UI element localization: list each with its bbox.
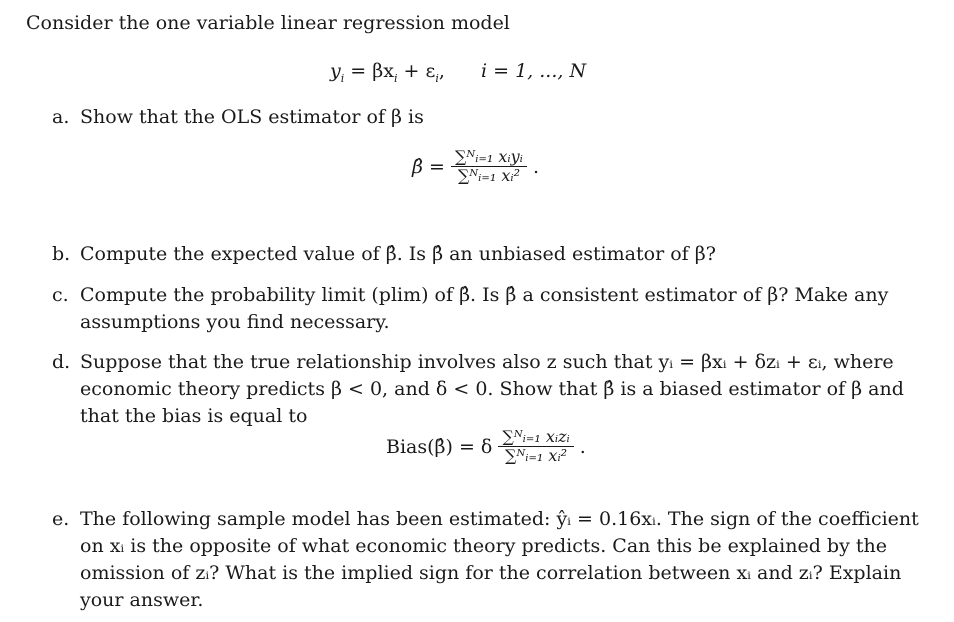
model-rhs-tail: + ε xyxy=(397,60,436,82)
intro-text: Consider the one variable linear regression model xyxy=(26,12,510,34)
bias-end: . xyxy=(579,435,586,458)
ols-lhs: β̂ = xyxy=(412,155,445,178)
model-comma: , xyxy=(438,60,445,82)
model-range: i = 1, ..., N xyxy=(481,60,587,82)
part-a-text: Show that the OLS estimator of β is xyxy=(80,106,424,128)
part-e-line1: The following sample model has been estimated: ŷᵢ = 0.16xᵢ. The sign of the coefficient xyxy=(80,508,919,530)
model-lhs-sub: i xyxy=(340,71,345,85)
part-d-label: d. xyxy=(52,351,71,373)
model-rhs-sub: i xyxy=(393,71,398,85)
part-c-line2: assumptions you find necessary. xyxy=(80,311,390,333)
part-c-line1: Compute the probability limit (plim) of β̂. Is β̂ a consistent estimator of β? Make any xyxy=(80,284,889,306)
ols-estimator-formula xyxy=(412,148,539,186)
model-tail-sub: i xyxy=(435,71,439,85)
bias-formula xyxy=(386,428,586,466)
part-d-line1: Suppose that the true relationship involves also z such that yᵢ = βxᵢ + δzᵢ + εᵢ, where xyxy=(80,351,894,373)
part-a-label: a. xyxy=(52,106,70,128)
part-d-line2: economic theory predicts β < 0, and δ < 0. Show that β̂ is a biased estimator of β and xyxy=(80,378,904,400)
model-lhs: y xyxy=(330,60,341,82)
bias-numerator: ∑ᴺᵢ₌₁ xᵢzᵢ xyxy=(502,427,570,446)
ols-end: . xyxy=(532,155,539,178)
part-b-label: b. xyxy=(52,243,71,265)
part-e-label: e. xyxy=(52,508,70,530)
ols-numerator: ∑ᴺᵢ₌₁ xᵢyᵢ xyxy=(455,147,523,166)
ols-denominator: ∑ᴺᵢ₌₁ xᵢ² xyxy=(457,166,520,186)
part-d-line3: that the bias is equal to xyxy=(80,405,308,427)
ols-fraction xyxy=(451,148,527,186)
model-equation xyxy=(330,60,586,85)
part-e-line3: omission of zᵢ? What is the implied sign for the correlation between xᵢ and zᵢ? Explain xyxy=(80,562,902,584)
part-e-line4: your answer. xyxy=(80,589,204,611)
model-rhs: = βx xyxy=(344,60,394,82)
bias-denominator: ∑ᴺᵢ₌₁ xᵢ² xyxy=(505,446,568,466)
bias-fraction xyxy=(498,428,573,466)
bias-lhs: Bias(β̂) = δ xyxy=(386,435,493,458)
part-e-line2: on xᵢ is the opposite of what economic theory predicts. Can this be explained by the xyxy=(80,535,887,557)
part-c-label: c. xyxy=(52,284,69,306)
part-b-text: Compute the expected value of β̂. Is β̂ an unbiased estimator of β? xyxy=(80,243,716,265)
